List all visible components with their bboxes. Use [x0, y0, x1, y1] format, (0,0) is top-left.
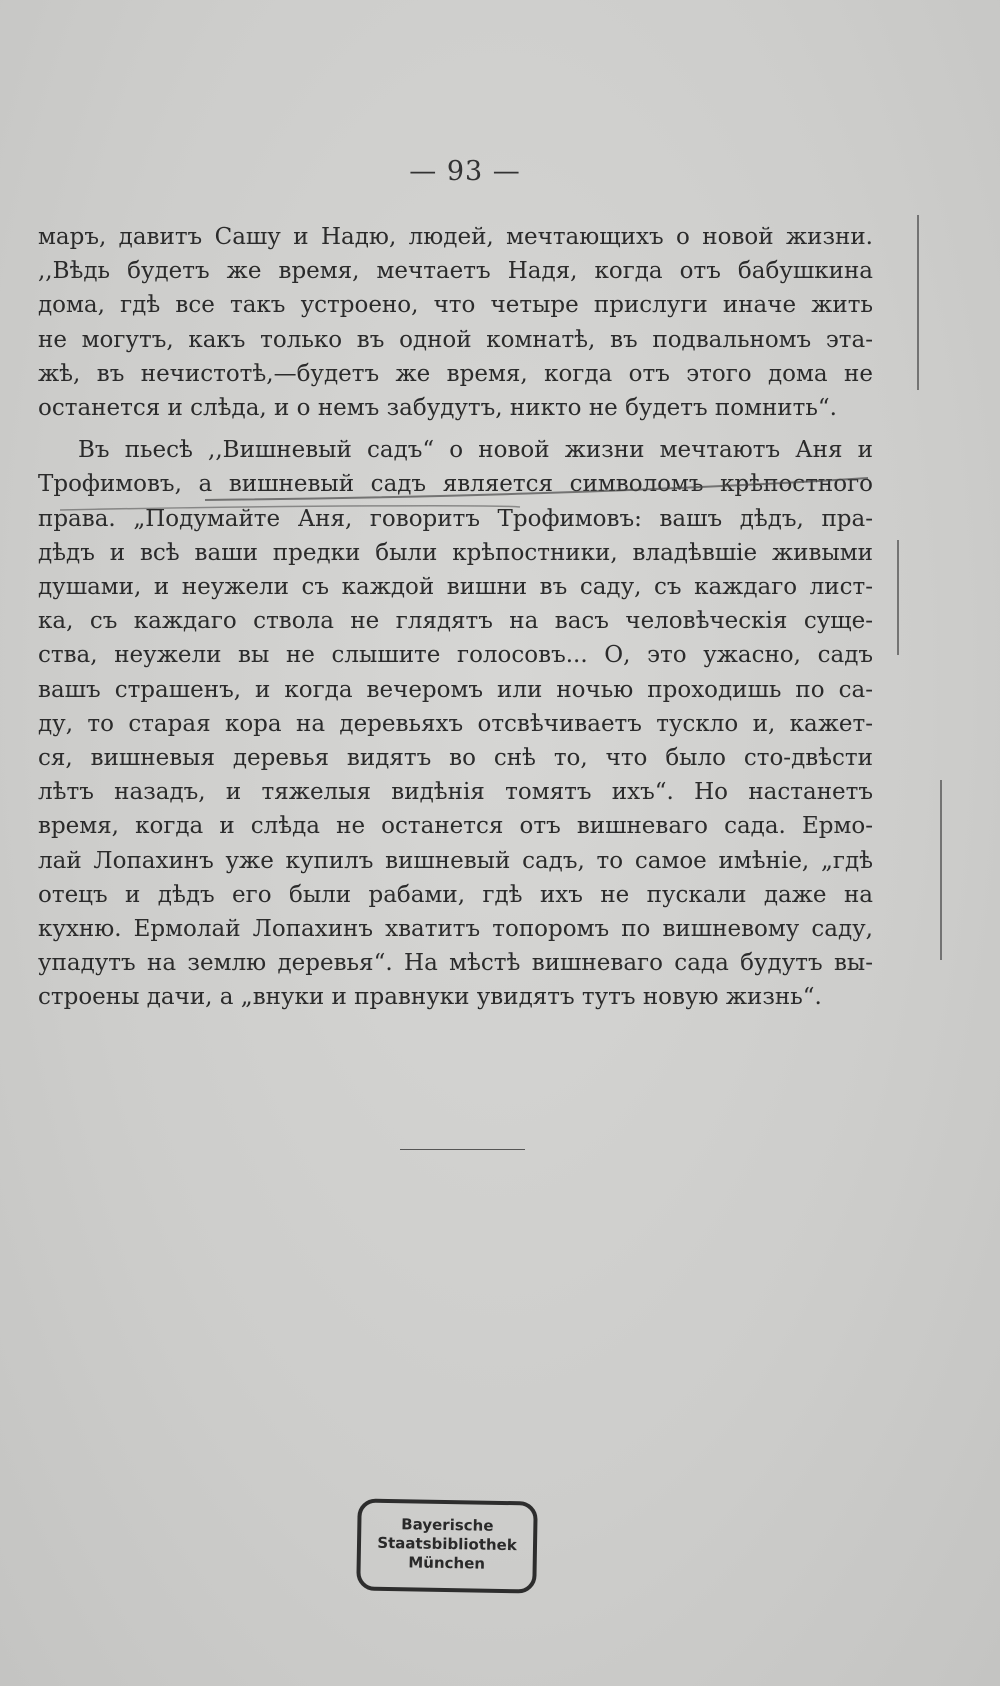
text-line: останется и слѣда, и о немъ забудутъ, никто не будетъ помнить“. [38, 395, 837, 422]
text-line: ся, вишневыя деревья видятъ во снѣ то, что было сто-двѣсти [38, 745, 873, 772]
text-line: кухню. Ермолай Лопахинъ хватитъ топоромъ по вишневому саду, [38, 916, 873, 943]
text-line: жѣ, въ нечистотѣ,—будетъ же время, когда отъ этого дома не [38, 360, 873, 387]
page-number: — 93 — [409, 156, 521, 187]
text-line: упадутъ на землю деревья“. На мѣстѣ вишневаго сада будутъ вы- [38, 950, 873, 977]
text-line: Въ пьесѣ ,,Вишневый садъ“ о новой жизни мечтаютъ Аня и [78, 437, 873, 464]
pencil-margin-mark [940, 780, 942, 960]
text-line: ,,Вѣдь будетъ же время, мечтаетъ Надя, когда отъ бабушкина [38, 258, 873, 285]
stamp-line: München [408, 1553, 486, 1573]
text-line: лай Лопахинъ уже купилъ вишневый садъ, то самое имѣніе, „гдѣ [38, 847, 873, 874]
text-line: маръ, давитъ Сашу и Надю, людей, мечтающихъ о новой жизни. [38, 224, 873, 250]
text-line: ства, неужели вы не слышите голосовъ... О, это ужасно, садъ [38, 642, 873, 669]
paragraph-2 [38, 433, 873, 1014]
text-line: отецъ и дѣдъ его были рабами, гдѣ ихъ не пускали даже на [38, 881, 873, 908]
text-line: дѣдъ и всѣ ваши предки были крѣпостники, владѣвшіе живыми [38, 539, 873, 566]
text-line: Трофимовъ, а вишневый садъ является символомъ крѣпостного [38, 471, 873, 498]
text-line: ду, то старая кора на деревьяхъ отсвѣчиваетъ тускло и, кажет- [38, 710, 873, 737]
paragraph-1 [38, 220, 873, 425]
text-line: не могутъ, какъ только въ одной комнатѣ, въ подвальномъ эта- [38, 326, 873, 353]
text-line: душами, и неужели съ каждой вишни въ саду, съ каждаго лист- [38, 574, 873, 601]
text-line: лѣтъ назадъ, и тяжелыя видѣнія томятъ ихъ“. Но настанетъ [38, 779, 873, 806]
pencil-margin-mark [917, 215, 919, 390]
pencil-margin-mark [897, 540, 899, 655]
text-line: дома, гдѣ все такъ устроено, что четыре прислуги иначе жить [38, 292, 873, 319]
text-line: время, когда и слѣда не останется отъ вишневаго сада. Ермо- [38, 813, 873, 840]
text-line: строены дачи, а „внуки и правнуки увидятъ тутъ новую жизнь“. [38, 984, 822, 1011]
stamp-line: Bayerische [401, 1515, 494, 1535]
text-line: ка, съ каждаго ствола не глядятъ на васъ человѣческія суще- [38, 608, 873, 635]
end-rule-divider [400, 1149, 525, 1150]
body-text [38, 220, 873, 1015]
text-line: вашъ страшенъ, и когда вечеромъ или ночью проходишь по са- [38, 676, 873, 703]
library-stamp [356, 1498, 538, 1593]
stamp-line: Staatsbibliothek [377, 1533, 517, 1555]
text-line: права. „Подумайте Аня, говоритъ Трофимовъ: вашъ дѣдъ, пра- [38, 505, 873, 532]
